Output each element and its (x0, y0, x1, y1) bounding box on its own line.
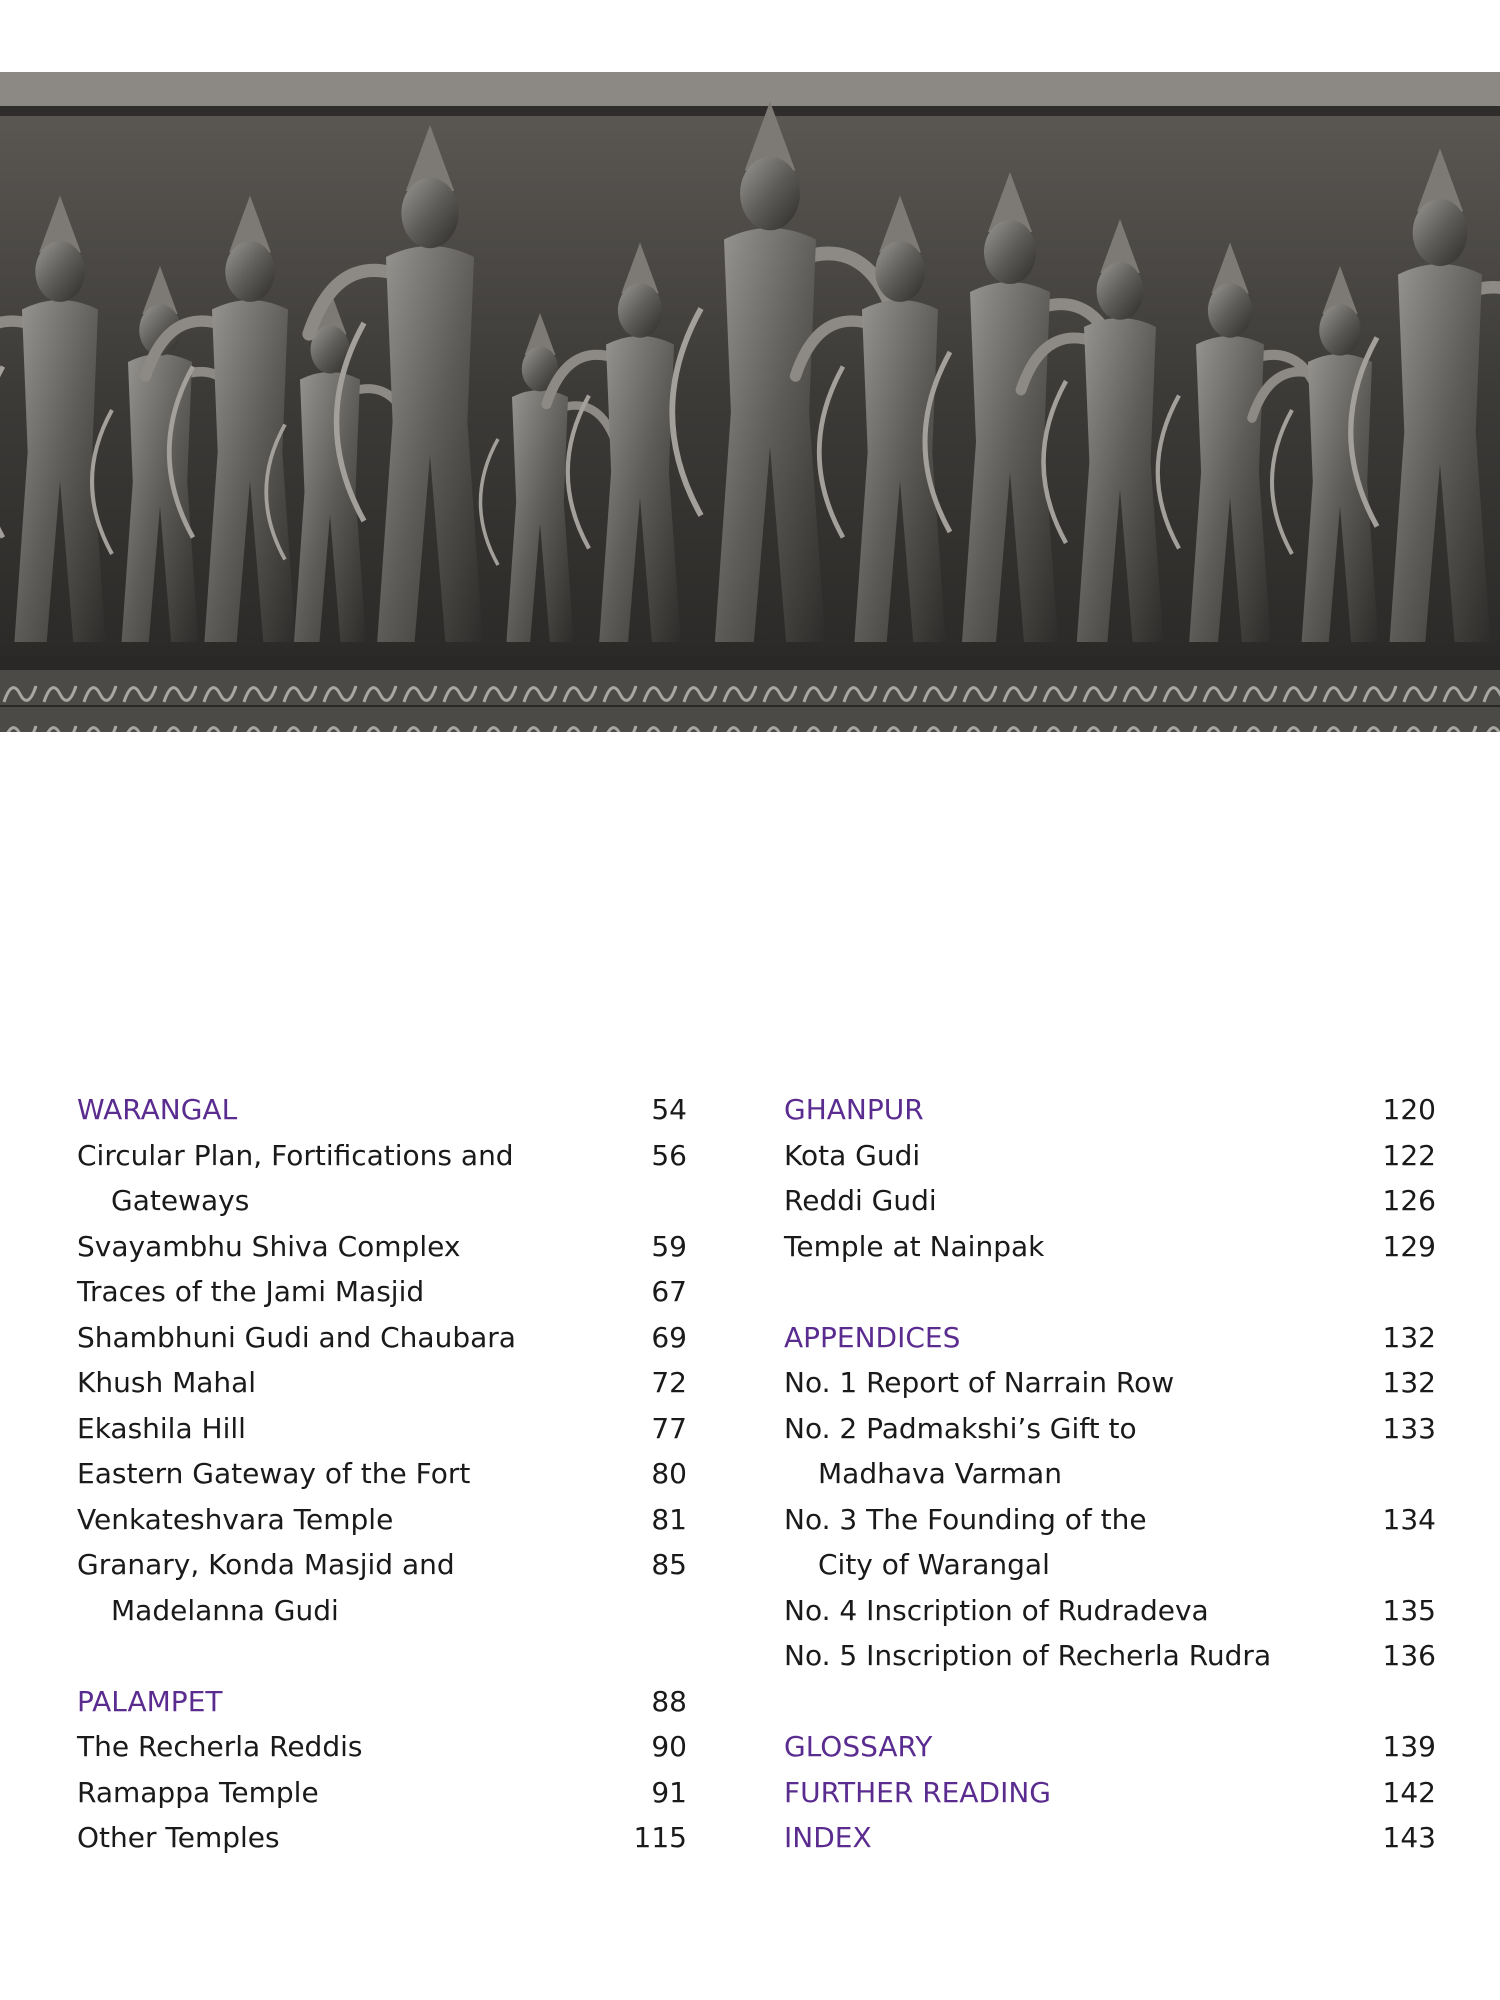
toc-entry-title: Temple at Nainpak (784, 1229, 1045, 1263)
toc-entry-continuation (784, 1542, 1436, 1588)
toc-entry (77, 1770, 687, 1816)
toc-page-number: 88 (651, 1684, 687, 1718)
toc-entry (77, 1497, 687, 1543)
section-spacer (784, 1679, 1436, 1725)
toc-page-number: 136 (1382, 1639, 1436, 1672)
toc-entry-title: Madhava Varman (818, 1457, 1062, 1490)
toc-page-number: 126 (1382, 1184, 1436, 1217)
toc-page-number: 143 (1382, 1821, 1436, 1854)
toc-page-number: 72 (651, 1366, 687, 1399)
toc-entry-title: Khush Mahal (77, 1366, 257, 1399)
toc-page-number: 56 (651, 1138, 687, 1172)
toc-entry-title: Circular Plan, Fortifications and (77, 1138, 514, 1172)
toc-entry-title: FURTHER READING (784, 1775, 1051, 1809)
toc-entry-title: City of Warangal (818, 1548, 1050, 1581)
toc-entry-title: WARANGAL (77, 1093, 238, 1126)
toc-entry-title: Ramappa Temple (77, 1775, 319, 1809)
toc-entry-title: Granary, Konda Masjid and (77, 1548, 455, 1581)
toc-page-number: 139 (1382, 1730, 1436, 1763)
toc-entry (77, 1224, 687, 1270)
toc-page-number: 120 (1382, 1093, 1436, 1126)
toc-section-heading (784, 1770, 1436, 1816)
toc-entry (784, 1497, 1436, 1543)
toc-entry-title: Kota Gudi (784, 1138, 921, 1172)
toc-entry (77, 1269, 687, 1315)
toc-entry-title: Gateways (111, 1184, 250, 1217)
toc-page-number: 59 (651, 1229, 687, 1263)
toc-entry-title: Reddi Gudi (784, 1184, 937, 1217)
toc-entry (77, 1724, 687, 1770)
toc-entry-title: Shambhuni Gudi and Chaubara (77, 1320, 516, 1354)
toc-entry (77, 1315, 687, 1361)
toc-entry-title: GLOSSARY (784, 1730, 933, 1763)
toc-entry (77, 1406, 687, 1452)
toc-page-number: 129 (1382, 1229, 1436, 1263)
toc-section-heading (784, 1724, 1436, 1770)
toc-entry-continuation (77, 1178, 687, 1224)
toc-page-number: 134 (1382, 1502, 1436, 1536)
stone-relief-frieze-image (0, 72, 1500, 732)
toc-entry-title: PALAMPET (77, 1684, 223, 1718)
toc-section-heading (784, 1087, 1436, 1133)
contents-right-column (784, 1087, 1436, 1861)
toc-entry (784, 1360, 1436, 1406)
toc-page-number: 132 (1382, 1366, 1436, 1399)
toc-entry-title: Traces of the Jami Masjid (77, 1275, 425, 1308)
toc-entry-title: Other Temples (77, 1821, 280, 1854)
toc-page-number: 77 (651, 1411, 687, 1445)
toc-entry-continuation (77, 1588, 687, 1634)
toc-page-number: 115 (633, 1821, 687, 1854)
toc-entry-title: APPENDICES (784, 1320, 961, 1354)
toc-entry (784, 1224, 1436, 1270)
toc-entry-title: No. 3 The Founding of the (784, 1502, 1147, 1536)
toc-entry-title: Venkateshvara Temple (77, 1502, 394, 1536)
toc-section-heading (77, 1087, 687, 1133)
toc-entry (784, 1406, 1436, 1452)
section-spacer (784, 1269, 1436, 1315)
contents-left-column (77, 1087, 687, 1861)
toc-page-number: 90 (651, 1730, 687, 1763)
toc-entry-title: The Recherla Reddis (77, 1730, 363, 1763)
toc-entry (77, 1451, 687, 1497)
toc-entry-title: Svayambhu Shiva Complex (77, 1229, 461, 1263)
toc-entry-continuation (784, 1451, 1436, 1497)
toc-entry (77, 1360, 687, 1406)
toc-page-number: 69 (651, 1320, 687, 1354)
toc-entry-title: Madelanna Gudi (111, 1593, 339, 1627)
toc-entry-title: No. 1 Report of Narrain Row (784, 1366, 1175, 1399)
toc-page-number: 85 (651, 1548, 687, 1581)
toc-entry-title: Ekashila Hill (77, 1411, 246, 1445)
toc-entry (784, 1633, 1436, 1679)
toc-entry (784, 1588, 1436, 1634)
toc-entry-title: Eastern Gateway of the Fort (77, 1457, 471, 1490)
toc-entry (77, 1133, 687, 1179)
toc-page-number: 54 (651, 1093, 687, 1126)
toc-page-number: 142 (1382, 1775, 1436, 1809)
toc-page-number: 133 (1382, 1411, 1436, 1445)
toc-entry-title: No. 5 Inscription of Recherla Rudra (784, 1639, 1272, 1672)
toc-section-heading (77, 1679, 687, 1725)
toc-entry (784, 1133, 1436, 1179)
toc-page-number: 80 (651, 1457, 687, 1490)
toc-entry (77, 1542, 687, 1588)
toc-page-number: 67 (651, 1275, 687, 1308)
toc-entry-title: No. 4 Inscription of Rudradeva (784, 1593, 1209, 1627)
toc-page-number: 81 (651, 1502, 687, 1536)
toc-section-heading (784, 1815, 1436, 1861)
toc-entry (784, 1178, 1436, 1224)
toc-entry (77, 1815, 687, 1861)
toc-entry-title: No. 2 Padmakshi’s Gift to (784, 1411, 1137, 1445)
toc-page-number: 132 (1382, 1320, 1436, 1354)
toc-section-heading (784, 1315, 1436, 1361)
toc-entry-title: GHANPUR (784, 1093, 924, 1126)
toc-entry-title: INDEX (784, 1821, 872, 1854)
toc-page-number: 135 (1382, 1593, 1436, 1627)
toc-page-number: 91 (651, 1775, 687, 1809)
section-spacer (77, 1633, 687, 1679)
toc-page-number: 122 (1382, 1138, 1436, 1172)
